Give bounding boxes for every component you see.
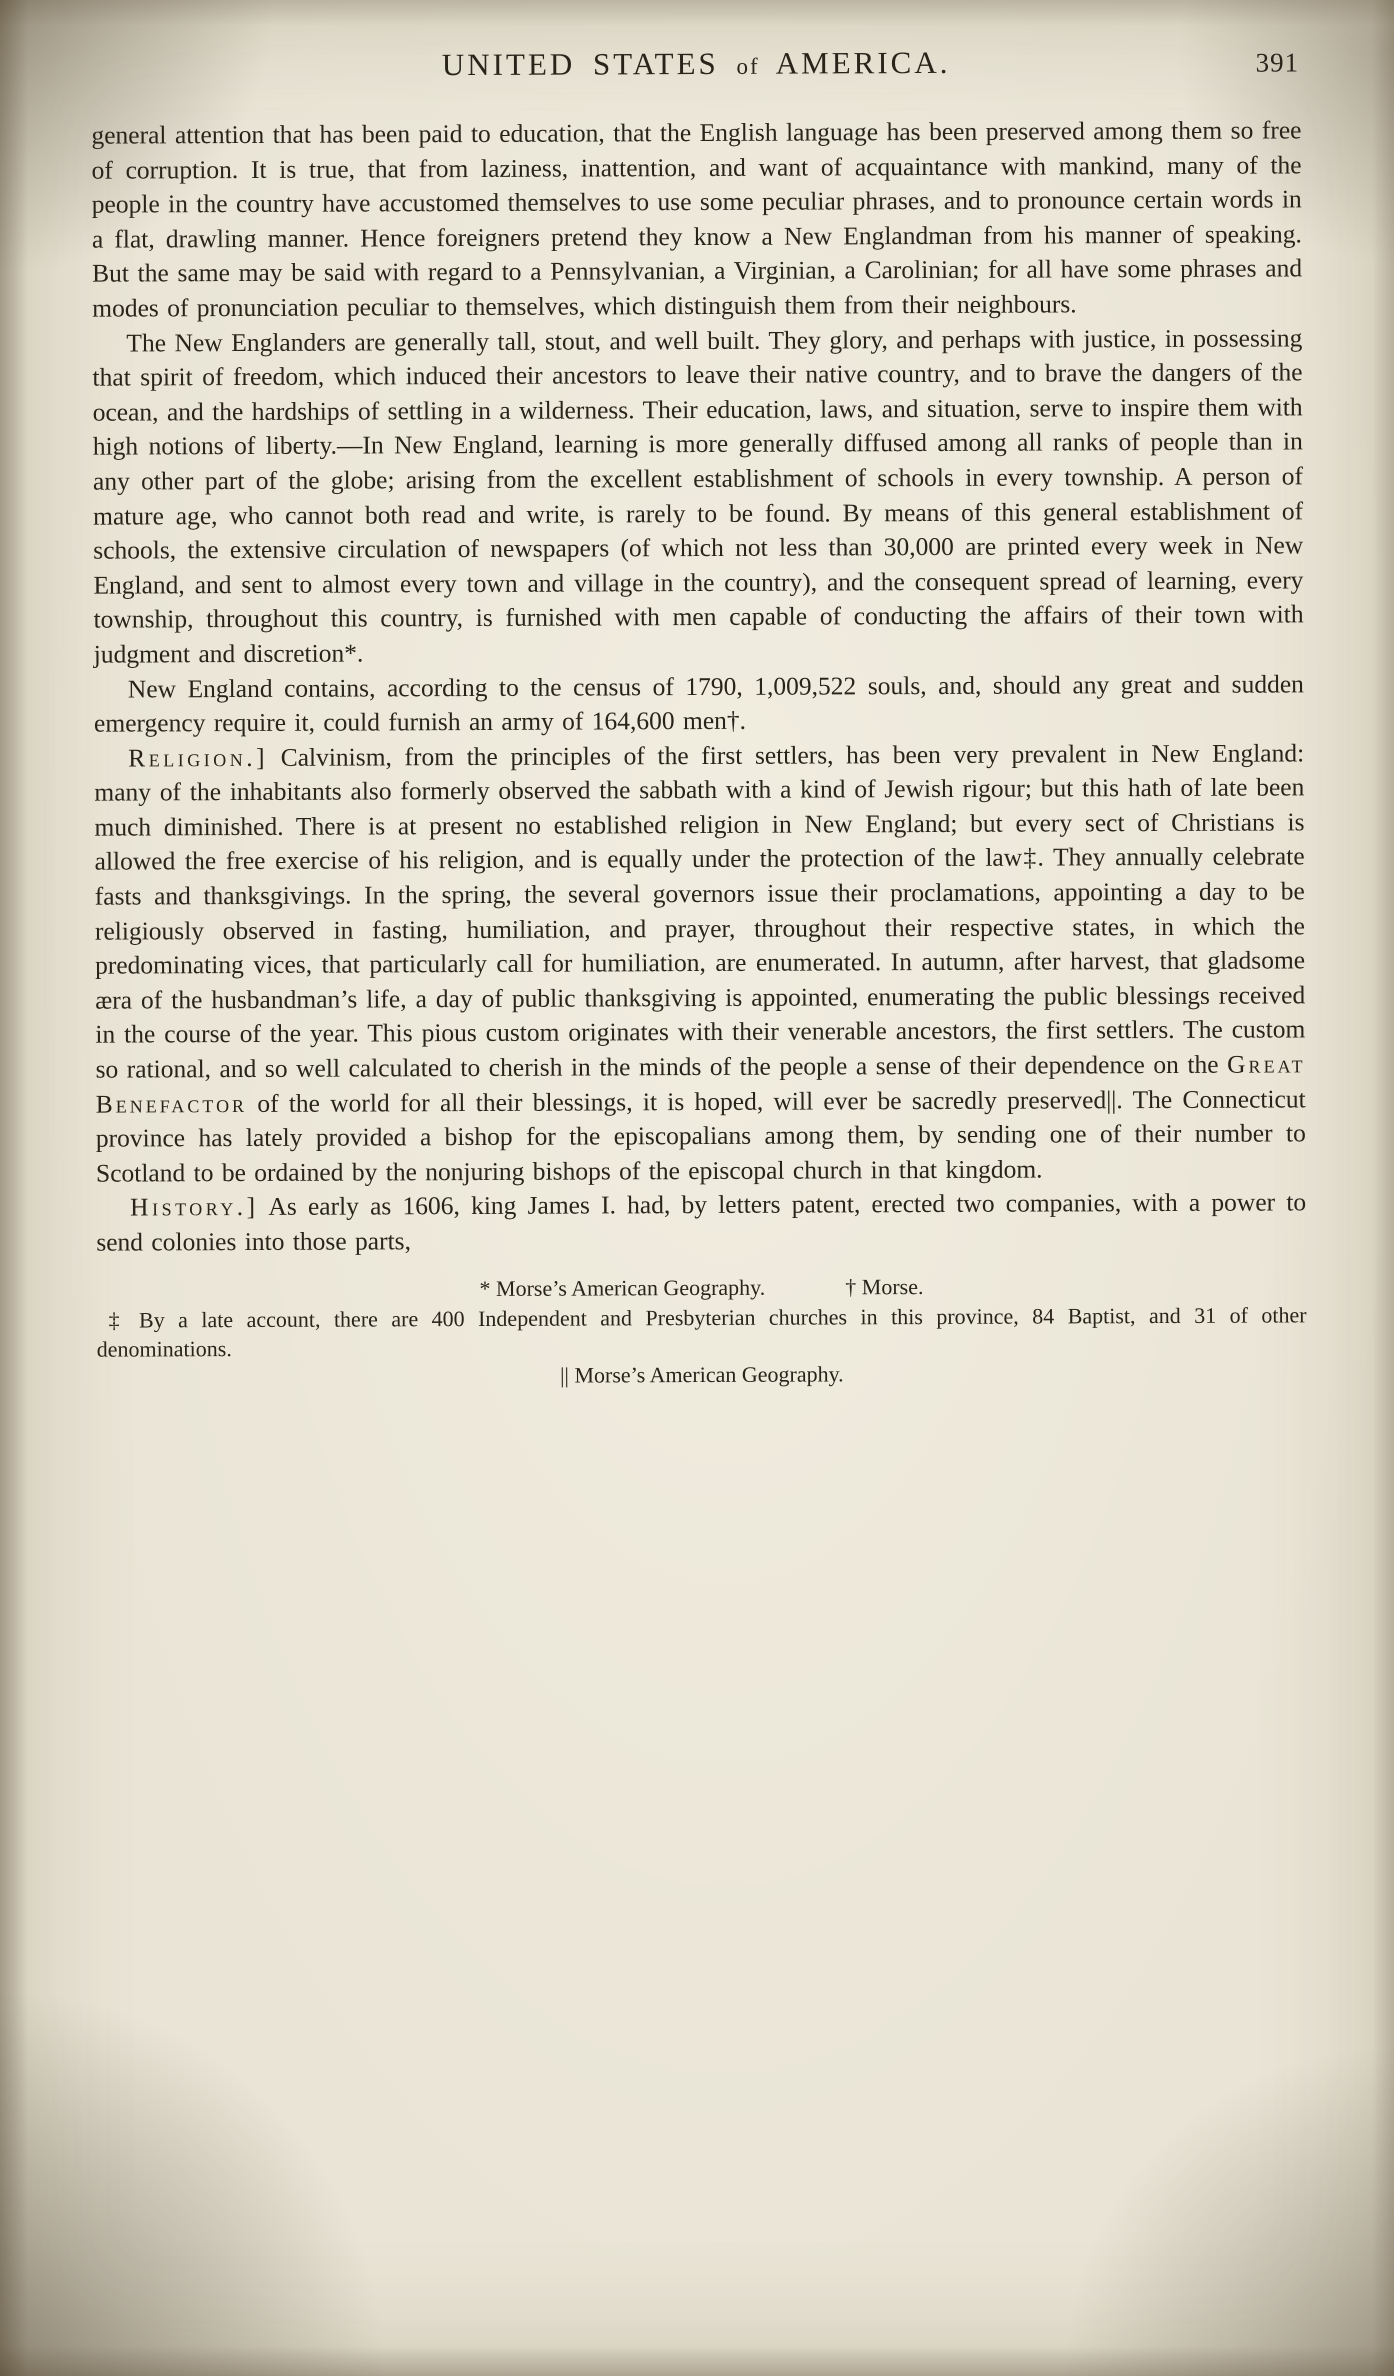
paragraph-education: general attention that has been paid to education, that the English language has been preserved among them so free of corruption. It is true, that from laziness, inattention, and want of acquaintance with mankind, many of the people in the country have accustomed themselves to use some peculiar phrases, and to pronounce certain words in a flat, drawling manner. Hence foreigners pretend they know a New Englandman from his manner of speaking. But the same may be said with regard to a Pennsylvanian, a Virginian, a Carolinian; for all have some phrases and modes of pronunciation peculiar to themselves, which distinguish them from their neighbours. [91,115,1303,323]
paragraph-history [96,1186,1306,1260]
religion-text-1: Calvinism, from the principles of the first settlers, has been very prevalent in New England: many of the inhabitants also formerly observed the sabbath with a kind of Jewish rigour; but this hath of late been much diminished. There is at present no established religion in New England; but every sect of Christians is allowed the free exercise of his religion, and is equally under the protection of the law‡. They annually celebrate fasts and thanksgivings. In the spring, the several governors issue their proclamations, appointing a day to be religiously observed in fasting, humiliation, and prayer, throughout their respective states, in which the predominating vices, that particularly call for humiliation, are enumerated. In autumn, after harvest, that gladsome æra of the husbandman’s life, a day of public thanksgiving is appointed, enumerating the public blessings received in the course of the year. This pious custom originates with their venerable ancestors, the first settlers. The custom so rational, and so well calculated to cherish in the minds of the people a sense of their dependence on the [94,738,1306,1084]
footnote-row-1 [96,1271,1306,1305]
body-text [91,113,1306,1260]
running-title-of: of [736,53,760,79]
running-title [442,45,951,82]
footnotes [96,1271,1306,1392]
footnote-morse: † Morse. [845,1273,924,1299]
paragraph-religion [94,736,1306,1191]
religion-heading: Religion.] [128,742,269,773]
religion-text-2: of the world for all their blessings, it is hoped, will ever be sacredly preserved||. The Connecticut province has lately provided a bishop for the episcopalians among them, by sending one of their number to Scotland to be ordained by the nonjuring bishops of the episcopal church in that kingdom. [95,1083,1306,1188]
history-text: As early as 1606, king James I. had, by letters patent, erected two companies, with a power to send colonies into those parts, [96,1187,1307,1257]
footnote-morse-geography: * Morse’s American Geography. [479,1274,766,1301]
page-content [91,43,1307,1392]
paragraph-census: New England contains, according to the census of 1790, 1,009,522 souls, and, should any great and sudden emergency require it, could furnish an army of 164,600 men†. [93,668,1304,738]
paragraph-new-englanders: The New Englanders are generally tall, stout, and well built. They glory, and perhaps with justice, in possessing that spirit of freedom, which induced their ancestors to leave their native country, and to brave the dangers of the ocean, and the hardships of settling in a wilderness. Their education, laws, and situation, serve to inspire them with high notions of liberty.—In New England, learning is more generally diffused among all ranks of people than in any other part of the globe; arising from the excellent establishment of schools in every township. A person of mature age, who cannot both read and write, is rarely to be found. By means of this general establishment of schools, the extensive circulation of newspapers (of which not less than 30,000 are printed every week in New England, and sent to almost every town and village in the country), and the consequent spread of learning, every township, throughout this country, is furnished with men capable of conducting the affairs of their town with judgment and discretion*. [92,322,1304,669]
footnote-morse-geography-2: || Morse’s American Geography. [560,1361,844,1388]
running-title-right: AMERICA. [775,44,951,81]
page-number: 391 [1255,47,1300,78]
great-benefactor-smallcaps: Great Benefactor [95,1049,1306,1119]
history-heading: History.] [130,1192,259,1222]
running-head [91,43,1301,94]
footnote-churches: ‡ By a late account, there are 400 Independent and Presbyterian churches in this province, 84 Baptist, and 31 of other denominations. [96,1302,1307,1362]
running-title-left: UNITED STATES [441,45,719,83]
